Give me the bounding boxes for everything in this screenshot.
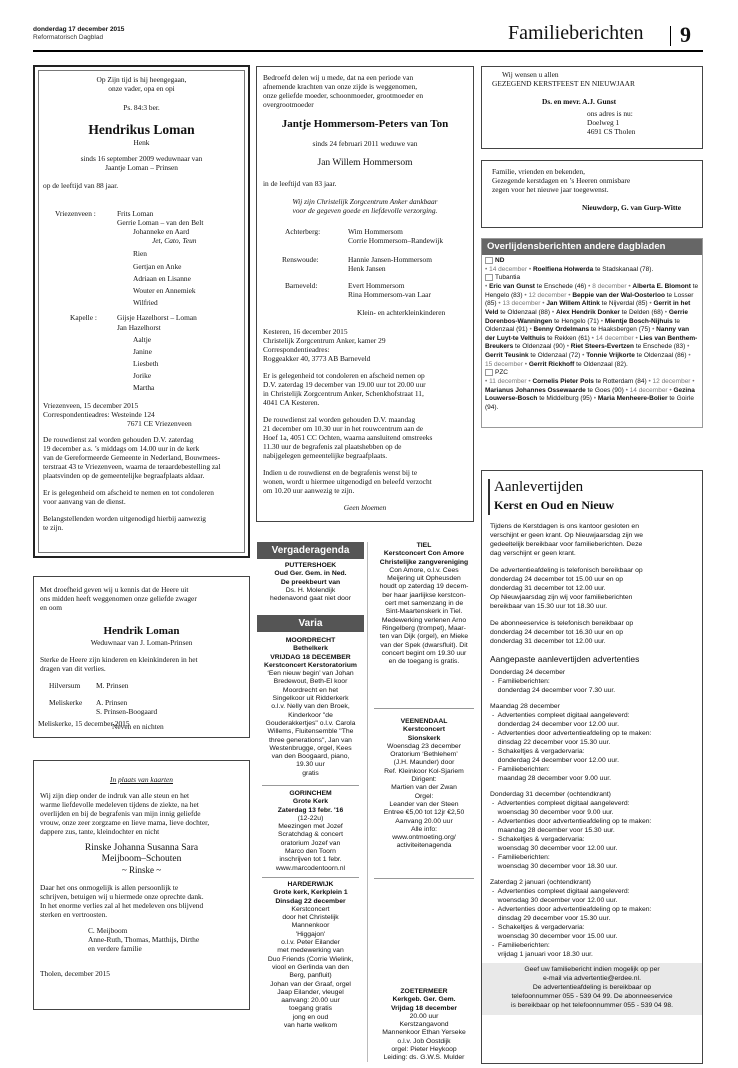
schedule-line: woensdag 30 december voor 9.00 uur.: [492, 809, 614, 816]
deceased-name: Hendrikus Loman: [88, 122, 195, 137]
schedule-line: donderdag 24 december voor 12.00 uur.: [492, 757, 619, 764]
event-line: Berg, panfluit): [289, 972, 332, 980]
divider: [262, 877, 359, 878]
signature: en verdere familie: [88, 944, 142, 953]
text-line: overlijden en bij de begrafenis van mijn innig geliefde: [40, 809, 201, 818]
text-line: In het enorme verlies zal al het medeleven ons blijvend: [40, 901, 204, 910]
family-member: Frits Loman: [117, 209, 154, 218]
event-line: cert met samenzang in de: [384, 600, 464, 608]
event-line: Meijering uit Opheusden: [387, 575, 461, 583]
text-line: onze geliefde moeder, schoonmoeder, grootmoeder en: [263, 91, 424, 100]
text-line: De rouwdienst zal worden gehouden D.V. zaterdag: [43, 435, 194, 444]
family-member: Hannie Jansen-Hommersom: [348, 255, 432, 264]
event-line: Moordrecht en het: [282, 686, 339, 694]
text-line: dappere zus, tante, kleindochter en nicht: [40, 827, 160, 836]
source-nd: ND: [485, 257, 699, 266]
schedule-line: - Advertenties compleet digitaal aangeleverd:: [492, 712, 630, 719]
event-heading: Kerstconcert Con Amore: [383, 550, 465, 558]
text-line: Gezegende kerstdagen en ’s Heeren onmisbare: [492, 176, 631, 185]
signature: Anne-Ruth, Thomas, Matthijs, Dirthe: [88, 935, 200, 944]
schedule-line: - Familieberichten:: [492, 678, 550, 685]
event-heading: Kerstconcert: [403, 726, 445, 734]
event-line: concert begint om 19.30 uur: [381, 649, 467, 657]
text-line: Sterke de Heere zijn kinderen en kleinkinderen in het: [40, 655, 198, 664]
event-line: ten van Dijk (orgel), en Mieke: [379, 633, 469, 641]
family-member: Corrie Hommersom–Randewijk: [348, 236, 444, 245]
event-line: Willems, Fluitensemble "The: [267, 728, 354, 736]
notice-hendrikus-loman: [33, 65, 250, 558]
deceased-nickname: Henk: [133, 138, 150, 147]
event-line: jong en oud: [292, 1013, 329, 1021]
event-line: Jaap Eilander, vleugel: [277, 988, 344, 996]
schedule-line: - Schakeltjes & vergadervaria:: [492, 748, 585, 755]
event-place: MOORDRECHT: [285, 637, 336, 644]
text-line: en oom: [40, 603, 62, 612]
address-line: Roggeakker 40, 3773 AB Barneveld: [263, 354, 371, 363]
event-place: GORINCHEM: [289, 790, 332, 797]
text-line: voor aanvang van de dienst.: [43, 497, 126, 506]
closing-line: Geen bloemen: [343, 503, 387, 512]
spouse-name: Jan Willem Hommersom: [317, 158, 413, 168]
event-heading: Vrijdag 18 december: [390, 1004, 458, 1012]
event-line: Entree €5,00 tot 12jr €2,50: [383, 809, 465, 817]
event-line: oratorium Jozef van: [280, 839, 341, 847]
event-heading: VRIJDAG 18 DECEMBER: [270, 653, 351, 661]
section-heading: Aangepaste aanlevertijden advertenties: [490, 654, 640, 664]
accent-bar: [488, 479, 490, 515]
contact-panel: [482, 963, 702, 1015]
list-item: • 14 december • Roelfiena Holwerda te Stadskanaal (78).: [485, 265, 654, 273]
event-line: Con Amore, o.l.v. Cees: [389, 566, 459, 574]
event-line: 20.00 uur: [409, 1012, 439, 1020]
text-line: nabijgelegen gemeentelijke begraafplaats.: [263, 451, 388, 460]
event-line: Meezingen met Jozef: [278, 823, 343, 831]
event-line: Ds. H. Molendijk: [285, 586, 336, 594]
text-line: schrijven, betuigen wij u hiermede onze oprechte dank.: [40, 892, 204, 901]
text-line: terstraat 43 te Vriezenveen, waarna de teraardebestelling zal: [43, 462, 221, 471]
event-line: inschrijven tot 1 febr.: [279, 856, 342, 864]
text-line: Wij wensen u allen: [502, 70, 559, 79]
family-member: S. Prinsen-Boogaard: [96, 707, 158, 716]
event-line: 'Higgajon': [295, 930, 326, 938]
event-line: Kinderkoor "de: [288, 711, 333, 719]
page-number: 9: [680, 22, 691, 47]
text-line: De rouwdienst zal worden gehouden D.V. maandag: [263, 415, 416, 424]
event-line: activiteitenagenda: [396, 842, 452, 850]
address-line: Doelweg 1: [587, 118, 620, 127]
aanlever-subtitle: Kerst en Oud en Nieuw: [494, 498, 614, 512]
other-newspapers-title: Overlijdensberichten andere dagbladen: [482, 239, 702, 255]
text-line: Met droefheid geven wij u kennis dat de Heere uit: [40, 585, 189, 594]
header-rule: [33, 50, 703, 52]
family-member: Adriaan en Lisanne: [133, 274, 191, 283]
event-line: aanvang: 20.00 uur: [281, 997, 340, 1005]
event-heading: Kerstconcert Kerstoratorium: [264, 661, 357, 669]
event-line: (12-22u): [297, 814, 324, 822]
address-line: Kesteren, 16 december 2015: [263, 327, 348, 336]
notice-gunst: [481, 66, 703, 149]
event-line: o.l.v. Job Oostdijk: [397, 1037, 451, 1045]
event-line: Oratorium ‘Bethlehem’: [390, 751, 458, 759]
family-member: Henk Jansen: [348, 264, 386, 273]
event-line: Westenbrugge, orgel, Kees: [269, 744, 352, 752]
event-moordrecht: [257, 637, 364, 778]
header-paper: Reformatorisch Dagblad: [33, 34, 104, 41]
event-heading: De preekbeurt van: [280, 578, 341, 586]
event-line: Ringelberg (trompet), Maar-: [382, 624, 466, 632]
schedule-line: woensdag 30 december voor 18.30 uur.: [492, 863, 618, 870]
spouse-name: Jaantje Loman – Prinsen: [105, 163, 178, 172]
text-line: sterken en vertroosten.: [40, 910, 108, 919]
text-line: donderdag 31 december tot 12.00 uur.: [490, 638, 606, 645]
event-line: o.l.v. Peter Eilander: [281, 939, 340, 947]
intro-line-2: onze vader, opa en opi: [108, 84, 175, 93]
other-newspapers-list: [482, 255, 702, 412]
schedule-line: maandag 28 december voor 15.30 uur.: [492, 827, 615, 834]
event-heading: Sionskerk: [407, 734, 441, 742]
divider: [262, 785, 359, 786]
text-line: om 10.20 uur aanwezig te zijn.: [263, 486, 355, 495]
family-member: Aaltje: [133, 335, 152, 344]
event-line: houdt op zaterdag 19 decem-: [379, 583, 469, 591]
family-member: Janine: [133, 347, 152, 356]
notice-hendrik-loman: [33, 576, 250, 738]
event-line: van der Spek (dwarsfluit). Dit: [380, 641, 468, 649]
event-line: van harte welkom: [283, 1022, 338, 1030]
intro-line-1: Op Zijn tijd is hij heengegaan,: [96, 75, 187, 84]
source-icon: [485, 257, 493, 264]
text-line: Bedroefd delen wij u mede, dat na een periode van: [263, 73, 414, 82]
family-member: Wouter en Annemiek: [133, 286, 196, 295]
schedule-line: donderdag 24 december voor 7.30 uur.: [492, 687, 616, 694]
text-line: zegen voor het nieuwe jaar toegewenst.: [492, 185, 609, 194]
signature: Nieuwdorp, G. van Gurp-Witte: [582, 203, 682, 212]
schedule-line: - Familieberichten:: [492, 942, 550, 949]
deceased-name: Rinske Johanna Susanna Sara: [84, 843, 199, 853]
day-heading: Maandag 28 december: [490, 703, 560, 710]
divider: [374, 878, 474, 879]
text-line: Op Nieuwjaarsdag zijn wij voor familieberichten: [490, 594, 633, 601]
family-member: Gertjan en Anke: [133, 262, 182, 271]
text-line: bereikbaar van 15.30 uur tot 18.30 uur.: [490, 603, 608, 610]
text-line: GEZEGEND KERSTFEEST EN NIEUWJAAR: [492, 79, 635, 88]
schedule-line: vrijdag 1 januari voor 18.30 uur.: [492, 951, 593, 958]
text-line: Belangstellenden worden uitgenodigd hierbij aanwezig: [43, 514, 206, 523]
header-separator: [670, 26, 671, 46]
event-line: Gouderakkertjes" o.l.v. Carola: [265, 719, 356, 727]
aanlever-title: Aanlevertijden: [494, 479, 584, 495]
place-meliskerke: Meliskerke: [49, 698, 83, 707]
text-line: De advertentieafdeling is telefonisch bereikbaar op: [490, 567, 643, 574]
family-member: Gerrie Loman – van den Belt: [117, 218, 204, 227]
event-line: Mannenkoor Ethan Yerseke: [382, 1029, 466, 1037]
psalm-ref: Ps. 84:3 ber.: [123, 103, 160, 112]
text-line: vrouw, onze zeer zorgzame en lieve mama, lieve dochter,: [40, 818, 210, 827]
family-member: Neven en nichten: [112, 722, 164, 731]
correspondence-address: Correspondentieadres: Westeinde 124: [43, 410, 155, 419]
event-line: Martien van der Zwan: [391, 784, 457, 792]
event-line: Leiding: ds. G.W.S. Mulder: [383, 1054, 465, 1062]
event-line: orgel: Pieter Heykoop: [391, 1046, 457, 1054]
address-line: ons adres is nu:: [587, 109, 633, 118]
schedule-line: - Advertenties door advertentieafdeling op te maken:: [492, 818, 652, 825]
text-line: in Christelijk Zorgcentrum Anker, Schenkhofstraat 11,: [263, 389, 424, 398]
schedule-line: woensdag 30 december voor 15.00 uur.: [492, 933, 618, 940]
text-line: D.V. zaterdag 19 december van 19.00 uur tot 20.00 uur: [263, 380, 426, 389]
notice-aanlevertijden: [481, 470, 703, 1064]
event-line: en de toegang is gratis.: [388, 658, 460, 666]
age-line: op de leeftijd van 88 jaar.: [43, 181, 119, 190]
thanks-line: Wij zijn Christelijk Zorgcentrum Anker dankbaar: [292, 197, 438, 206]
event-line: Orgel:: [414, 792, 434, 800]
schedule-line: dinsdag 29 december voor 15.30 uur.: [492, 915, 611, 922]
event-heading: Dinsdag 22 december: [275, 897, 346, 905]
place-date: Vriezenveen, 15 december 2015: [43, 401, 139, 410]
list-item-group: • Eric van Gunst te Enschede (46) • 8 december • Alberta E. Blomont te Hengelo (83) • 12 december • Beppie van der Wal-Oosterloo te Losser (85) • 13 december • Jan Willem Altink te Nijverdal (85) • Gerrit in het Veld te Oldenzaal (88) • Alex Hendrik Donker te Delden (68) • Gerrie Dorenbos-Wanningen te Hengelo (71) • Mientje Bosch-Nijhuis te Oldenzaal (91) • Benny Ordelmans te Haaksbergen (75) • Nanny van der Luyt-te Velthuis te Rekken (61) • 14 december • Lies van Benthem-Breukers te Oldenzaal (90) • Riet Steers-Evertzen te Enschede (83) • Gerrit Teusink te Oldenzaal (72) • Tonnie Vrijkorte te Oldenzaal (86) • 15 december • Gerrit Rickhoff te Oldenzaal (82).: [485, 283, 699, 368]
intro-line: Tijdens de Kerstdagen is ons kantoor gesloten en: [490, 523, 639, 530]
address-line: Correspondentieadres:: [263, 345, 330, 354]
place-vriezenveen: Vriezenveen :: [55, 209, 96, 218]
widow-line: sinds 24 februari 2011 weduwe van: [312, 139, 418, 148]
widower-line: Weduwnaar van J. Loman-Prinsen: [90, 638, 193, 647]
event-line: Leander van der Steen: [389, 800, 459, 808]
event-place: PUTTERSHOEK: [284, 562, 337, 569]
event-line: Kerstzangavond: [399, 1021, 449, 1029]
page-title: Familieberichten: [508, 22, 644, 44]
text-line: Er is gelegenheid tot condoleren en afscheid nemen op: [263, 371, 425, 380]
event-heading: Grote Kerk: [292, 798, 329, 806]
family-member: Rien: [133, 249, 147, 258]
address-line: Christelijk Zorgcentrum Anker, kamer 29: [263, 336, 386, 345]
schedule-line: - Familieberichten:: [492, 854, 550, 861]
text-line: 19 december a.s. ’s middags om 14.00 uur in de kerk: [43, 444, 200, 453]
text-line: 4041 CA Kesteren.: [263, 398, 320, 407]
deceased-surname: Meijboom–Schouten: [101, 854, 182, 864]
varia-header: Varia: [257, 615, 364, 632]
deceased-name: Hendrik Loman: [103, 625, 180, 637]
event-heading: Zaterdag 13 febr. '16: [277, 806, 344, 814]
text-line: dragen van dit verlies.: [40, 664, 106, 673]
family-member: Evert Hommersom: [348, 281, 405, 290]
event-line: Bredewout, Beth-El koor: [273, 678, 348, 686]
event-line: Scratchdag & concert: [278, 831, 343, 839]
text-line: wonen, wordt u hiermee uitgenodigd en beleefd verzocht: [263, 477, 432, 486]
age-line: in de leeftijd van 83 jaar.: [263, 179, 337, 188]
text-line: te zijn.: [43, 523, 64, 532]
schedule-line: - Schakeltjes & vergadervaria:: [492, 924, 585, 931]
family-member: Rina Hommersom-van Laar: [348, 290, 431, 299]
event-place: TIEL: [416, 542, 432, 549]
widower-line: sinds 16 september 2009 weduwnaar van: [80, 154, 203, 163]
event-line: Sint-Maartenskerk in Tiel.: [385, 608, 463, 616]
family-member: Jorike: [133, 371, 152, 380]
place-hilversum: Hilversum: [49, 681, 81, 690]
day-heading: Donderdag 24 december: [490, 669, 566, 676]
deceased-nickname: ~ Rinske ~: [121, 865, 162, 875]
event-line: Marco den Toorn: [285, 848, 336, 856]
event-line: toegang gratis: [288, 1005, 333, 1013]
event-line: van den Boogaard, piano,: [271, 753, 350, 761]
notice-gurp-witte: [481, 160, 703, 228]
text-line: afnemende krachten van onze zijde is weggenomen,: [263, 82, 418, 91]
header-date: donderdag 17 december 2015: [33, 26, 125, 33]
thanks-line: voor de gegeven goede en liefdevolle verzorging.: [292, 206, 438, 215]
event-line: met medewerking van: [277, 947, 344, 955]
event-line: Dirigent:: [411, 776, 437, 784]
event-heading: Christelijke zangvereniging: [379, 558, 469, 566]
event-veenendaal: [370, 718, 478, 851]
heading-in-plaats-van-kaarten: In plaats van kaarten: [109, 775, 173, 784]
event-line: Duo Friends (Corrie Wielink,: [267, 955, 354, 963]
place-kapelle: Kapelle :: [70, 313, 97, 322]
schedule-line: - Advertenties door advertentieafdeling op te maken:: [492, 906, 652, 913]
vergaderagenda-header: Vergaderagenda: [257, 542, 364, 559]
grandchildren: Klein- en achterkleinkinderen: [357, 308, 446, 317]
source-icon: [485, 369, 493, 376]
event-line: Woensdag 23 december: [387, 742, 461, 750]
event-place: ZOETERMEER: [400, 988, 448, 995]
event-line: Mannenkoor: [291, 922, 330, 930]
event-zoetermeer: [370, 988, 478, 1063]
event-harderwijk: [257, 881, 364, 1030]
family-member: A. Prinsen: [96, 698, 128, 707]
place-achterberg: Achterberg:: [285, 227, 321, 236]
event-place: VEENENDAAL: [400, 718, 448, 725]
event-line: three generations", Jan van: [269, 736, 352, 744]
event-puttershoek: [257, 562, 364, 603]
schedule-line: dinsdag 22 december voor 15.30 uur.: [492, 739, 611, 746]
text-line: Er is gelegenheid om afscheid te nemen en tot condoleren: [43, 488, 214, 497]
place-date: Tholen, december 2015: [40, 969, 110, 978]
intro-line: dag verschijnt er geen krant.: [490, 550, 576, 557]
event-line: 19.30 uur: [296, 761, 325, 769]
place-barneveld: Barneveld:: [285, 281, 318, 290]
event-heading: Grote kerk, Kerkplein 1: [273, 889, 348, 897]
column-divider: [367, 542, 368, 1062]
schedule-line: - Advertenties door advertentieafdeling op te maken:: [492, 730, 652, 737]
family-member: Jet, Cato, Teun: [152, 236, 197, 245]
text-line: donderdag 24 december tot 15.00 uur en op: [490, 576, 624, 583]
event-line: Aanvang 20.00 uur: [395, 817, 453, 825]
contact-line: is bereikbaar op het telefoonnummer 055 - 539 04 98.: [510, 1002, 674, 1009]
text-line: warme liefdevolle medeleven tijdens de ziekte, na het: [40, 800, 199, 809]
event-line: Kerstconcert: [291, 905, 330, 913]
event-heading: Oud Ger. Gem. in Ned.: [274, 570, 347, 578]
schedule-line: donderdag 24 december voor 12.00 uur.: [492, 721, 619, 728]
text-line: De abonneeservice is telefonisch bereikbaar op: [490, 620, 634, 627]
event-line: Johan van der Graaf, orgel: [270, 980, 351, 988]
text-line: overgrootmoeder: [263, 100, 314, 109]
family-member: Johanneke en Aard: [133, 227, 190, 236]
divider: [374, 708, 474, 709]
text-line: plaatsvinden op de gemeentelijke begraafplaats aldaar.: [43, 471, 205, 480]
event-line: (J.H. Maunder) door: [393, 759, 455, 767]
schedule-line: - Familieberichten:: [492, 766, 550, 773]
text-line: Daar het ons onmogelijk is allen persoonlijk te: [40, 883, 179, 892]
event-place: HARDERWIJK: [287, 881, 334, 888]
event-heading: Kerkgeb. Ger. Gem.: [392, 996, 456, 1004]
family-member: Martha: [133, 383, 155, 392]
text-line: 21 december om 10.30 uur in het rouwcentrum aan de: [263, 424, 424, 433]
notice-rinske-meijboom: [33, 760, 250, 1010]
event-line: gratis: [302, 769, 319, 777]
contact-line: Geef uw familiebericht indien mogelijk op per: [524, 966, 660, 973]
text-line: 11.30 uur de begrafenis zal plaatshebben op de: [263, 442, 402, 451]
event-line: Alle info:: [410, 825, 438, 833]
schedule-line: woensdag 30 december voor 12.00 uur.: [492, 897, 618, 904]
source-tubantia: Tubantia: [485, 274, 699, 283]
source-icon: [485, 274, 493, 281]
event-line: www.ontmoeting.org/: [392, 834, 456, 842]
event-line: www.marcodentoorn.nl: [275, 864, 346, 872]
family-member: Wilfried: [133, 298, 158, 307]
deceased-name: Jantje Hommersom-Peters van Ton: [281, 118, 449, 130]
event-gorinchem: [257, 790, 364, 873]
text-line: van de Gereformeerde Gemeente in Nederland, Bouwmees-: [43, 453, 221, 462]
family-member: Liesbeth: [133, 359, 159, 368]
event-line: door het Christelijk: [282, 914, 339, 922]
address-line: 4691 CS Tholen: [587, 127, 636, 136]
text-line: donderdag 31 december tot 12.00 uur.: [490, 585, 606, 592]
sender-name: Ds. en mevr. A.J. Gunst: [542, 97, 617, 106]
schedule-line: - Schakeltjes & vergadervaria:: [492, 836, 585, 843]
day-heading: Donderdag 31 december (ochtendkrant): [490, 791, 611, 798]
contact-email[interactable]: e-mail via advertentie@erdee.nl.: [543, 975, 641, 982]
place-date: Meliskerke, 15 december 2015: [38, 719, 130, 728]
schedule-line: - Advertenties compleet digitaal aangeleverd:: [492, 800, 630, 807]
event-line: Ref. Kleinkoor Kol-Sjariem: [384, 767, 464, 775]
event-line: hedenavond gaat niet door: [270, 595, 351, 603]
source-pzc: PZC: [485, 369, 699, 378]
correspondence-postcode: 7671 CE Vriezenveen: [127, 419, 192, 428]
intro-line: gedeeltelijk bereikbaar voor familieberichten. Deze: [490, 541, 643, 548]
signature: C. Meijboom: [88, 926, 128, 935]
event-line: ber haar jaarlijkse kerstcon-: [382, 591, 466, 599]
schedule-line: - Advertenties compleet digitaal aangeleverd:: [492, 888, 630, 895]
list-item-group: • 11 december • Cornelis Pieter Pols te Rotterdam (84) • 12 december • Marianus Johannes Ossewaarde te Goes (90) • 14 december • Gezina Louwerse-Bosch te Middelburg (95) • Maria Menheere-Bolier te Goirle (94).: [485, 377, 695, 411]
contact-line: De advertentieafdeling is bereikbaar op: [532, 984, 652, 991]
intro-line: verschijnt er geen krant. Op Nieuwjaarsdag zijn we: [490, 532, 644, 539]
day-heading: Zaterdag 2 januari (ochtendkrant): [490, 879, 591, 886]
notice-jantje-hommersom: [256, 66, 474, 522]
text-line: donderdag 24 december tot 16.30 uur en op: [490, 629, 624, 636]
other-newspapers-box: [481, 238, 703, 428]
text-line: ons midden heeft weggenomen onze geliefde zwager: [40, 594, 197, 603]
text-line: Hoef 1a, 4051 CC Ochten, waarna aansluitend omstreeks: [263, 433, 433, 442]
event-line: o.l.v. Nelly van den Broek,: [271, 703, 350, 711]
family-member: M. Prinsen: [96, 681, 129, 690]
family-member: Gijsje Hazelhorst – Loman: [117, 313, 197, 322]
schedule-line: woensdag 30 december voor 12.00 uur.: [492, 845, 618, 852]
text-line: Indien u de rouwdienst en de begrafenis wenst bij te: [263, 468, 418, 477]
contact-line: telefoonnummer 055 - 539 04 99. De abonneeservice: [511, 993, 673, 1000]
event-line: ‘Een nieuw begin’ van Johan: [267, 670, 354, 678]
event-line: Medewerking verlenen Arno: [381, 616, 467, 624]
place-renswoude: Renswoude:: [282, 255, 319, 264]
event-line: viool en Gerlinda van den: [271, 963, 350, 971]
family-member: Wim Hommersom: [348, 227, 403, 236]
text-line: Wij zijn diep onder de indruk van alle steun en het: [40, 791, 190, 800]
event-tiel: [370, 542, 478, 666]
event-line: Singelkoor uit Ridderkerk: [272, 695, 349, 703]
event-heading: Bethelkerk: [293, 645, 328, 653]
schedule-line: maandag 28 december voor 9.00 uur.: [492, 775, 612, 782]
family-member: Jan Hazelhorst: [117, 323, 161, 332]
text-line: Familie, vrienden en bekenden,: [492, 167, 585, 176]
